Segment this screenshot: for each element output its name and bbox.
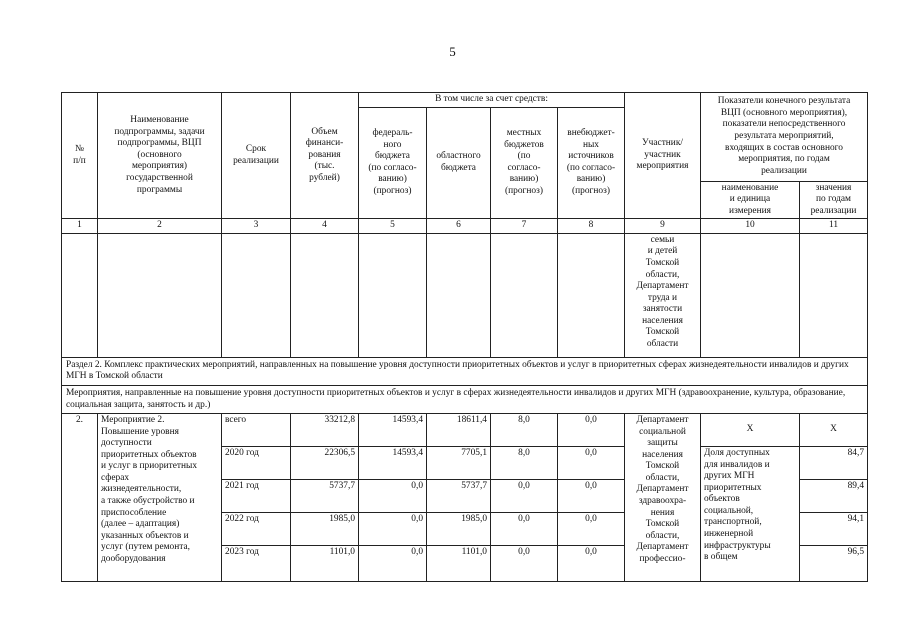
volume-cell: 1985,0 (291, 513, 359, 546)
indicator-name: Доля доступных для инвалидов и других МГН приоритетных объектов социальной, транспортной, инженерной инфраструктуры в общем (701, 447, 800, 582)
federal-cell: 14593,4 (359, 447, 427, 480)
subsection-title: Мероприятия, направленные на повышение уровня доступности приоритетных объектов и услуг в сферах жизнедеятельности инвалидов и других МГН (здравоохранение, культура, образование, социальная защита, занятость и др.) (62, 385, 868, 413)
measure-participant: Департамент социальной защиты населения Томской области, Департамент здравоохра- нения Томской области, Департамент профессио- (625, 414, 701, 582)
header-no: № п/п (62, 93, 98, 219)
volume-cell: 1101,0 (291, 546, 359, 582)
local-cell: 0,0 (491, 546, 558, 582)
column-number: 7 (491, 219, 558, 234)
header-term: Срок реализации (222, 93, 291, 219)
federal-cell: 0,0 (359, 513, 427, 546)
program-table (61, 92, 868, 582)
header-indicators: Показатели конечного результата ВЦП (основного мероприятия), показатели непосредственного результата мероприятий, входящих в состав основного мероприятия, по годам реализации (701, 93, 868, 182)
term-cell: 2020 год (222, 447, 291, 480)
section-row (62, 357, 868, 385)
indicator-value: 94,1 (800, 513, 868, 546)
continuation-row (62, 233, 868, 357)
indicator-total-name: Х (701, 414, 800, 447)
regional-cell: 18611,4 (427, 414, 491, 447)
extra-cell: 0,0 (558, 447, 625, 480)
measure-name: Мероприятие 2. Повышение уровня доступности приоритетных объектов и услуг в приоритетных сферах жизнедеятельности, а также обустройство и приспособление (далее – адаптация) указанных объектов и услуг (путем ремонта, дооборудования (98, 414, 222, 582)
header-volume: Объем финанси- рования (тыс. рублей) (291, 93, 359, 219)
column-number: 4 (291, 219, 359, 234)
local-cell: 8,0 (491, 447, 558, 480)
local-cell: 0,0 (491, 480, 558, 513)
volume-cell: 22306,5 (291, 447, 359, 480)
federal-cell: 0,0 (359, 546, 427, 582)
indicator-value: 96,5 (800, 546, 868, 582)
page-number: 5 (449, 44, 456, 59)
header-extra: внебюджет- ных источников (по согласо- ванию) (прогноз) (558, 107, 625, 219)
term-cell: 2022 год (222, 513, 291, 546)
column-number: 11 (800, 219, 868, 234)
federal-cell: 0,0 (359, 480, 427, 513)
header-sources-group: В том числе за счет средств: (359, 93, 625, 108)
indicator-value: 89,4 (800, 480, 868, 513)
term-cell: всего (222, 414, 291, 447)
table-row (62, 414, 868, 447)
header-local: местных бюджетов (по согласо- ванию) (прогноз) (491, 107, 558, 219)
section-title: Раздел 2. Комплекс практических мероприятий, направленных на повышение уровня доступности приоритетных объектов и услуг в приоритетных сферах жизнедеятельности инвалидов и других МГН в Томской области (62, 357, 868, 385)
header-name: Наименование подпрограммы, задачи подпрограммы, ВЦП (основного мероприятия) государственной программы (98, 93, 222, 219)
extra-cell: 0,0 (558, 480, 625, 513)
column-number: 1 (62, 219, 98, 234)
extra-cell: 0,0 (558, 414, 625, 447)
volume-cell: 5737,7 (291, 480, 359, 513)
local-cell: 8,0 (491, 414, 558, 447)
header-indicator-values: значения по годам реализации (800, 181, 868, 219)
column-number: 9 (625, 219, 701, 234)
regional-cell: 1101,0 (427, 546, 491, 582)
column-number: 3 (222, 219, 291, 234)
measure-number: 2. (62, 414, 98, 582)
extra-cell: 0,0 (558, 513, 625, 546)
local-cell: 0,0 (491, 513, 558, 546)
regional-cell: 5737,7 (427, 480, 491, 513)
column-number: 2 (98, 219, 222, 234)
column-number: 6 (427, 219, 491, 234)
volume-cell: 33212,8 (291, 414, 359, 447)
extra-cell: 0,0 (558, 546, 625, 582)
subsection-row (62, 385, 868, 413)
header-indicator-name: наименование и единица измерения (701, 181, 800, 219)
continuation-participant: семьи и детей Томской области, Департамент труда и занятости населения Томской области (625, 233, 701, 357)
header-participant: Участник/ участник мероприятия (625, 93, 701, 219)
term-cell: 2021 год (222, 480, 291, 513)
regional-cell: 7705,1 (427, 447, 491, 480)
column-number: 5 (359, 219, 427, 234)
column-number: 10 (701, 219, 800, 234)
term-cell: 2023 год (222, 546, 291, 582)
federal-cell: 14593,4 (359, 414, 427, 447)
indicator-value: 84,7 (800, 447, 868, 480)
indicator-total-value: Х (800, 414, 868, 447)
column-number: 8 (558, 219, 625, 234)
header-regional: областного бюджета (427, 107, 491, 219)
header-federal: федераль- ного бюджета (по согласо- ванию) (прогноз) (359, 107, 427, 219)
regional-cell: 1985,0 (427, 513, 491, 546)
